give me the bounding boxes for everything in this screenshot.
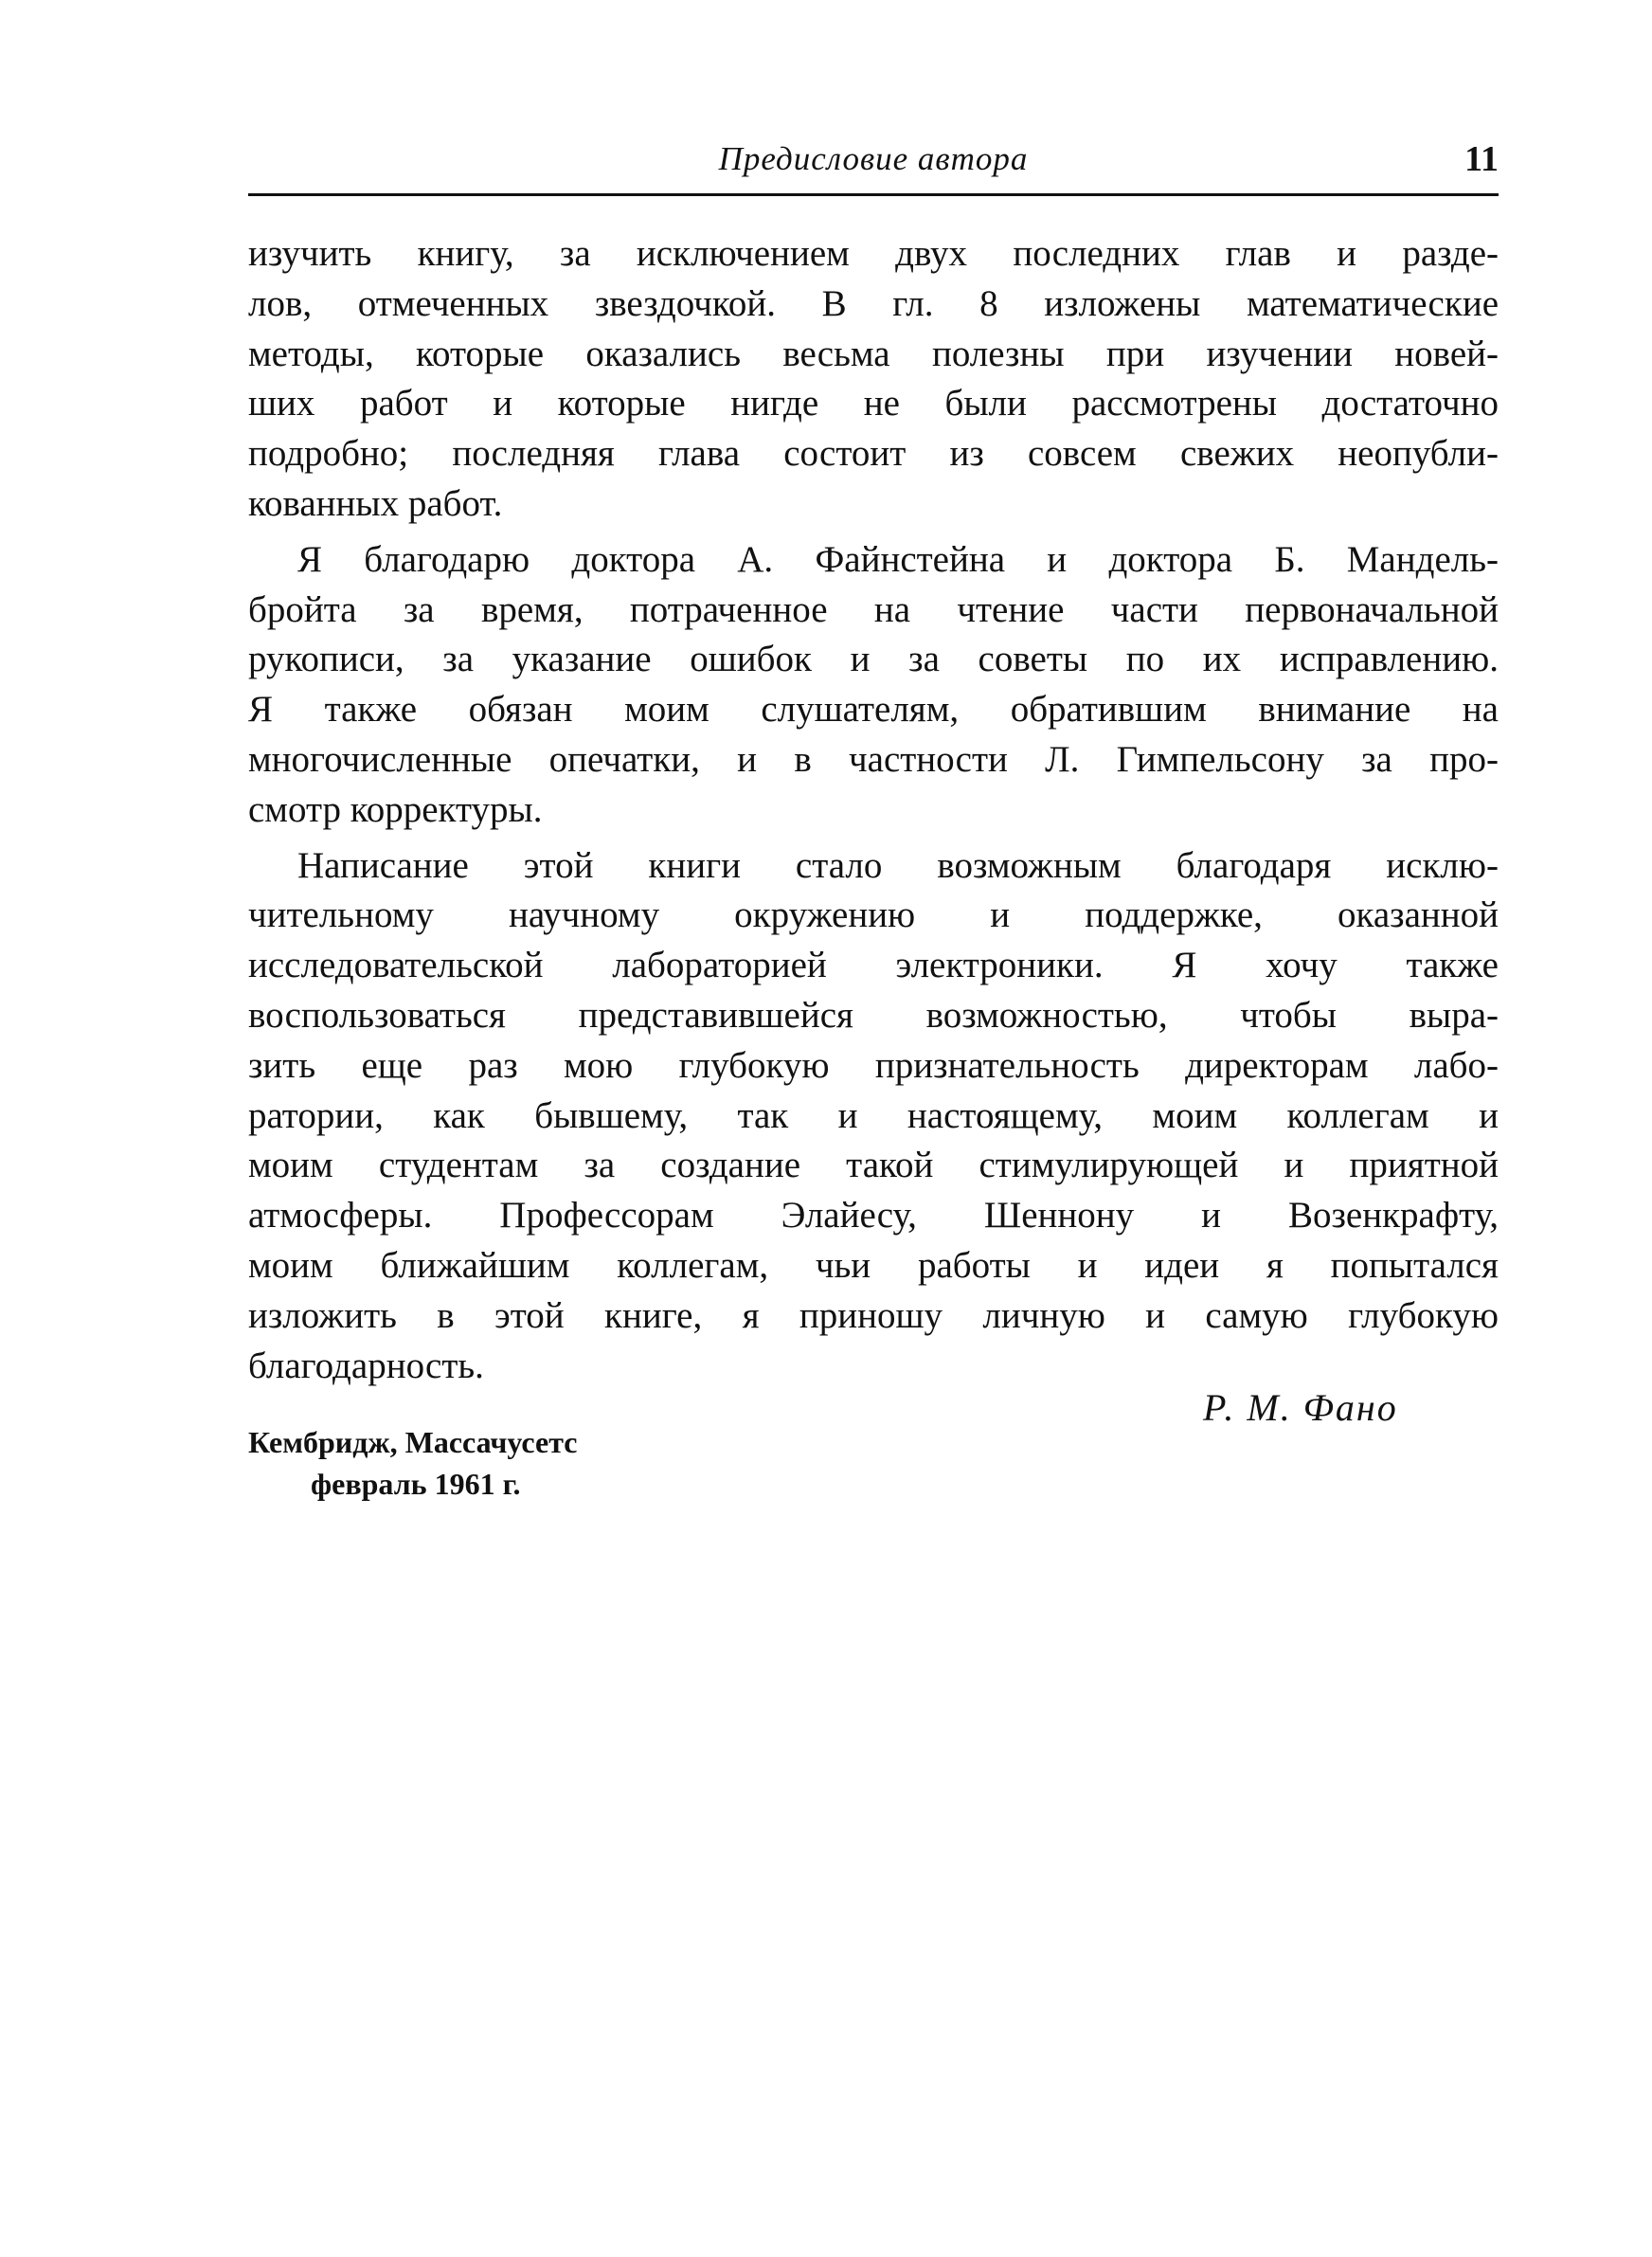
text-line: Я благодарю доктора А. Файнстейна и доктора Б. Мандель-: [297, 538, 1499, 580]
text-line: ратории, как бывшему, так и настоящему, моим коллегам и: [248, 1094, 1499, 1136]
running-title: Предисловие автора: [718, 140, 1029, 177]
text-line: моим студентам за создание такой стимулирующей и приятной: [248, 1145, 1499, 1186]
text-line: изучить книгу, за исключением двух последних глав и разде-: [248, 233, 1499, 274]
text-line: воспользоваться представившейся возможностью, чтобы выра-: [248, 994, 1499, 1036]
place-and-date: [248, 1421, 578, 1505]
header-rule: [248, 193, 1499, 196]
author-signature: Р. М. Фано: [1203, 1386, 1398, 1429]
text-line: смотр корректуры.: [248, 788, 543, 830]
text-line: кованных работ.: [248, 482, 503, 524]
text-line: атмосферы. Профессорам Элайесу, Шеннону и Возенкрафту,: [248, 1195, 1499, 1237]
text-line: методы, которые оказались весьма полезны при изучении новей-: [248, 333, 1499, 374]
text-line: бройта за время, потраченное на чтение части первоначальной: [248, 588, 1499, 630]
text-line: Написание этой книги стало возможным благодаря исклю-: [297, 844, 1499, 886]
text-line: подробно; последняя глава состоит из совсем свежих неопубли-: [248, 433, 1499, 475]
page-number: 11: [1464, 139, 1499, 179]
body-text: [248, 229, 1499, 1391]
text-line: лов, отмеченных звездочкой. В гл. 8 изложены математические: [248, 282, 1499, 324]
text-line: моим ближайшим коллегам, чьи работы и идеи я попытался: [248, 1244, 1499, 1286]
text-line: исследовательской лабораторией электроники. Я хочу также: [248, 945, 1499, 986]
paragraph-2: [248, 535, 1499, 836]
place-date: февраль 1961 г.: [311, 1467, 521, 1501]
text-line: изложить в этой книге, я приношу личную и самую глубокую: [248, 1294, 1499, 1336]
text-line: многочисленные опечатки, и в частности Л. Гимпельсону за про-: [248, 738, 1499, 780]
running-head: [248, 140, 1499, 197]
text-line: ших работ и которые нигде не были рассмотрены достаточно: [248, 383, 1499, 424]
text-line: благодарность.: [248, 1345, 484, 1386]
paragraph-1: [248, 229, 1499, 530]
text-line: рукописи, за указание ошибок и за советы по их исправлению.: [248, 639, 1499, 680]
paragraph-3: [248, 841, 1499, 1392]
text-line: чительному научному окружению и поддержке, оказанной: [248, 894, 1499, 936]
place-city: Кембридж, Массачусетс: [248, 1425, 578, 1459]
text-line: Я также обязан моим слушателям, обратившим внимание на: [248, 689, 1499, 731]
text-line: зить еще раз мою глубокую признательность директорам лабо-: [248, 1044, 1499, 1086]
